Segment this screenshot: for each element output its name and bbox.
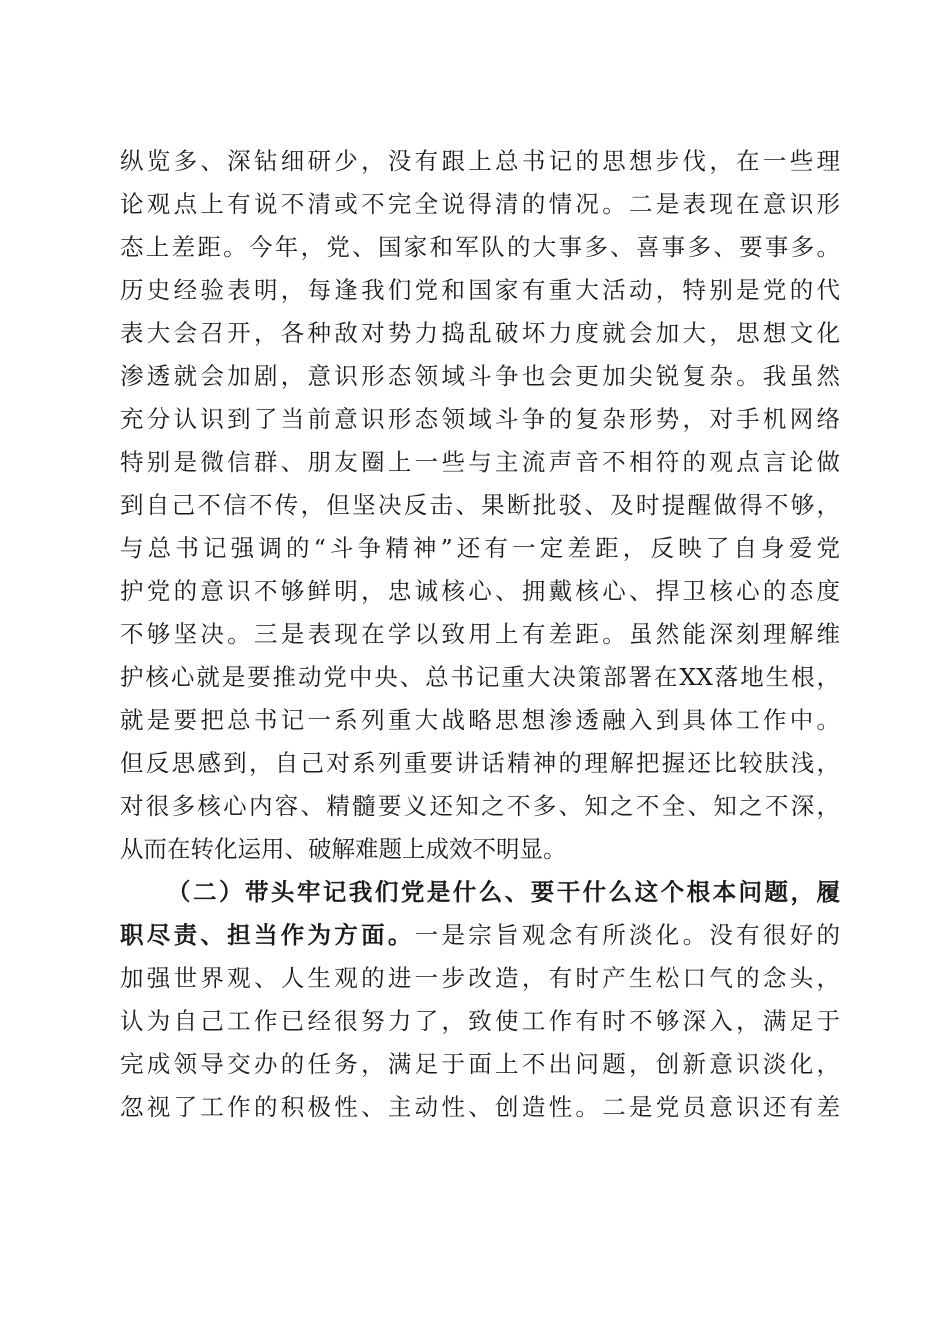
text-line: 完成领导交办的任务，满足于面上不出问题，创新意识淡化，: [120, 1050, 840, 1078]
text-line: 到自己不信不传，但坚决反击、果断批驳、及时提醒做得不够，: [120, 491, 840, 519]
text-line: 特别是微信群、朋友圈上一些与主流声音不相符的观点言论做: [120, 448, 840, 476]
section-text: 一是宗旨观念有所淡化。没有很好的: [414, 921, 840, 949]
text-line: 护党的意识不够鲜明，忠诚核心、拥戴核心、捍卫核心的态度: [120, 577, 840, 605]
text-line: 历史经验表明，每逢我们党和国家有重大活动，特别是党的代: [120, 276, 840, 304]
text-line: 不够坚决。三是表现在学以致用上有差距。虽然能深刻理解维: [120, 620, 840, 648]
text-line: 充分认识到了当前意识形态领域斗争的复杂形势，对手机网络: [120, 405, 840, 433]
text-line: 渗透就会加剧，意识形态领域斗争也会更加尖锐复杂。我虽然: [120, 362, 840, 390]
section-heading-tail: 职尽责、担当作为方面。: [120, 921, 415, 949]
text-line: 加强世界观、人生观的进一步改造，有时产生松口气的念头，: [120, 964, 840, 992]
text-line: 表大会召开，各种敌对势力捣乱破坏力度就会加大，思想文化: [120, 319, 840, 347]
document-body: [120, 140, 840, 1129]
text-line: 忽视了工作的积极性、主动性、创造性。二是党员意识还有差: [120, 1093, 840, 1121]
text-line: 论观点上有说不清或不完全说得清的情况。二是表现在意识形: [120, 190, 840, 218]
text-line: 护核心就是要推动党中央、总书记重大决策部署在XX落地生根，: [120, 663, 840, 691]
text-line: 就是要把总书记一系列重大战略思想渗透融入到具体工作中。: [120, 706, 840, 734]
section-heading-continuation: [120, 914, 840, 957]
text-line: 纵览多、深钻细研少，没有跟上总书记的思想步伐，在一些理: [120, 147, 840, 175]
text-line: 但反思感到，自己对系列重要讲话精神的理解把握还比较肤浅，: [120, 749, 840, 777]
text-line: 对很多核心内容、精髓要义还知之不多、知之不全、知之不深，: [120, 792, 840, 820]
text-line: 态上差距。今年，党、国家和军队的大事多、喜事多、要事多。: [120, 233, 840, 261]
text-line: 从而在转化运用、破解难题上成效不明显。: [120, 835, 567, 863]
text-line: 与总书记强调的“斗争精神”还有一定差距，反映了自身爱党: [120, 534, 840, 562]
section-heading: （二）带头牢记我们党是什么、要干什么这个根本问题，履: [167, 878, 840, 906]
text-line: 认为自己工作已经很努力了，致使工作有时不够深入，满足于: [120, 1007, 840, 1035]
